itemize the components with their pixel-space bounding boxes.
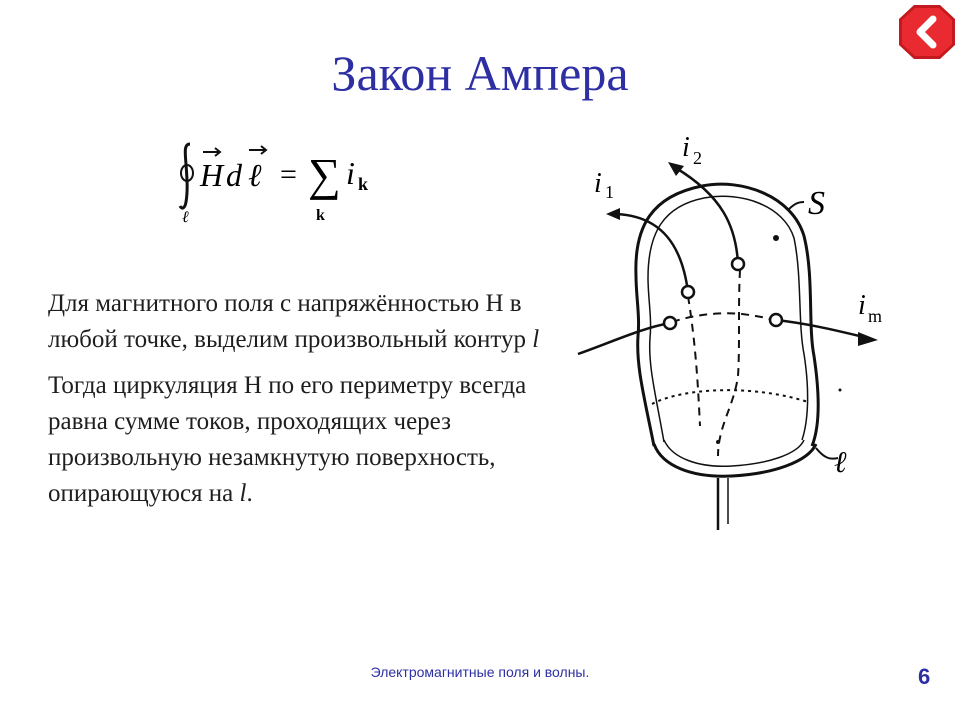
vector-H: H — [200, 157, 224, 193]
label-i2: i — [682, 132, 690, 163]
label-im: i — [858, 290, 866, 321]
piercing-point — [770, 314, 782, 326]
back-button[interactable] — [896, 2, 958, 62]
surface-outline — [636, 184, 818, 446]
page-number: 6 — [918, 664, 931, 689]
arrow-i1-icon — [606, 208, 620, 220]
footer-text: Электромагнитные поля и волны. — [370, 664, 590, 680]
piercing-point — [664, 317, 676, 329]
ampere-surface-diagram — [572, 126, 902, 546]
piercing-point — [732, 258, 744, 270]
paragraph-2: Тогда циркуляция Н по его периметру всегда равна сумме токов, проходящих через произвольную незамкнутую поверхность, опирающуюся на l. — [48, 372, 527, 507]
current-subscript: k — [358, 174, 369, 194]
label-l: ℓ — [834, 446, 847, 479]
current-im-line — [578, 323, 670, 354]
contour-l — [654, 440, 816, 476]
piercing-point — [682, 286, 694, 298]
current-i2-line — [676, 168, 738, 264]
contour-integral-symbol — [180, 144, 193, 208]
differential-d: d — [226, 157, 242, 193]
sum-subscript: k — [316, 207, 325, 224]
slide-title: Закон Ампера — [331, 45, 629, 101]
arrow-i2-icon — [668, 162, 684, 176]
label-i1: i — [594, 168, 602, 199]
equals-sign: = — [280, 158, 297, 191]
current-i1-line — [616, 214, 688, 292]
label-S: S — [808, 185, 825, 222]
chevron-left-icon — [896, 2, 958, 62]
surface-back-rim — [652, 390, 808, 404]
contour-variable: l — [532, 326, 540, 353]
sum-symbol: ∑ — [308, 149, 341, 200]
contour-variable: l — [239, 480, 247, 507]
label-i2-sub: 2 — [693, 148, 702, 168]
arrow-im-icon — [858, 332, 878, 346]
label-i1-sub: 1 — [605, 182, 614, 202]
ampere-formula — [176, 134, 406, 226]
slide-body — [48, 286, 548, 522]
label-im-sub: m — [868, 306, 883, 326]
paragraph-1: Для магнитного поля с напряжённостью Н в любой точке, выделим произвольный контур l — [48, 290, 540, 353]
integral-subscript: ℓ — [182, 209, 189, 226]
vector-l: ℓ — [248, 157, 262, 193]
current-i: i — [346, 155, 355, 191]
